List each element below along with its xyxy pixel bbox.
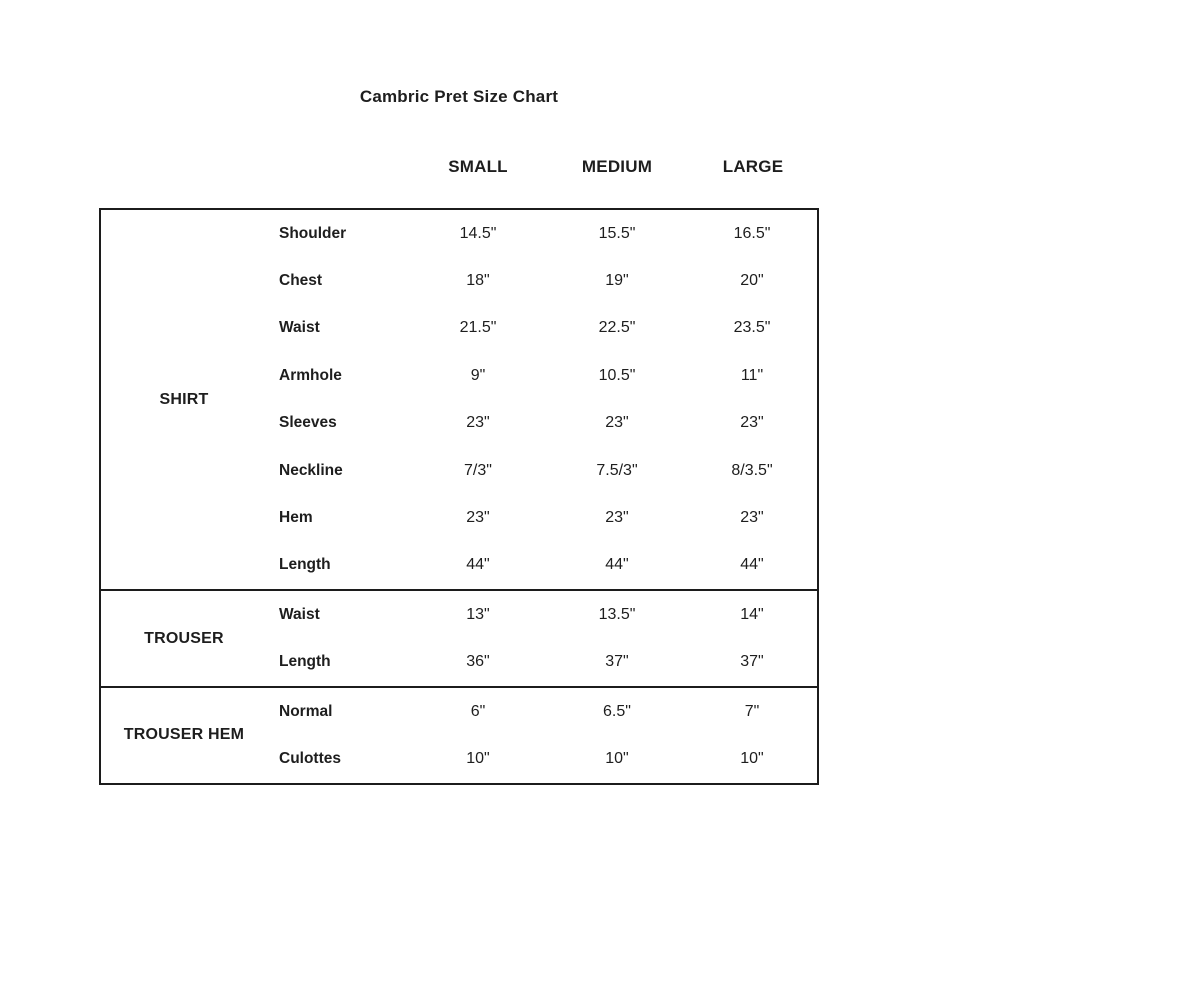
size-value-medium: 15.5" (598, 224, 636, 242)
size-table (99, 208, 819, 785)
chart-title: Cambric Pret Size Chart (359, 87, 559, 106)
size-value-large: 23.5" (733, 319, 771, 337)
size-value-medium: 10.5" (598, 366, 636, 384)
measurement-label-waist: Waist (279, 319, 320, 337)
size-value-small: 21.5" (459, 319, 497, 337)
size-value-small: 6" (470, 702, 486, 720)
section-name-trouser-hem: TROUSER HEM (123, 726, 245, 744)
size-value-small: 23" (466, 509, 490, 527)
size-value-large: 8/3.5" (731, 461, 773, 479)
size-value-medium: 22.5" (598, 319, 636, 337)
size-value-medium: 10" (605, 749, 629, 767)
measurement-label-waist: Waist (279, 605, 320, 623)
section-name-shirt: SHIRT (159, 390, 209, 408)
measurement-label-armhole: Armhole (279, 366, 342, 384)
size-value-small: 10" (466, 749, 490, 767)
size-value-small: 44" (466, 556, 490, 574)
size-value-small: 23" (466, 414, 490, 432)
size-value-small: 13" (466, 605, 490, 623)
size-value-large: 37" (740, 653, 764, 671)
size-value-large: 11" (740, 366, 764, 384)
measurement-label-neckline: Neckline (279, 461, 343, 479)
size-value-medium: 37" (605, 653, 629, 671)
size-value-large: 44" (740, 556, 764, 574)
measurement-label-shoulder: Shoulder (279, 224, 347, 242)
measurement-label-sleeves: Sleeves (279, 414, 337, 432)
size-value-medium: 13.5" (598, 605, 636, 623)
size-value-large: 16.5" (733, 224, 771, 242)
measurement-label-hem: Hem (279, 509, 313, 527)
size-value-medium: 19" (605, 272, 629, 290)
table-section-trouser (101, 589, 817, 686)
size-value-small: 36" (466, 653, 490, 671)
size-value-large: 10" (740, 749, 764, 767)
spacer-section-column (99, 155, 267, 179)
size-value-medium: 7.5/3" (596, 461, 638, 479)
column-header-large: LARGE (722, 157, 784, 176)
measurement-label-culottes: Culottes (279, 749, 341, 767)
size-value-medium: 23" (605, 509, 629, 527)
size-value-large: 20" (740, 272, 764, 290)
size-value-large: 7" (744, 702, 760, 720)
measurement-label-chest: Chest (279, 272, 323, 290)
section-name-trouser: TROUSER (144, 629, 224, 647)
table-section-trouser-hem (101, 686, 817, 783)
spacer-label-column (267, 155, 409, 179)
measurement-label-normal: Normal (279, 702, 333, 720)
size-value-medium: 44" (605, 556, 629, 574)
size-value-large: 14" (740, 605, 764, 623)
measurement-label-length: Length (279, 653, 331, 671)
size-value-small: 9" (470, 366, 486, 384)
size-value-small: 7/3" (464, 461, 492, 479)
size-chart-document (99, 86, 819, 785)
table-section-shirt (101, 210, 817, 589)
column-header-medium: MEDIUM (581, 157, 653, 176)
size-header-row (99, 155, 819, 179)
column-header-small: SMALL (448, 157, 508, 176)
size-value-large: 23" (740, 414, 764, 432)
size-value-medium: 23" (605, 414, 629, 432)
size-value-large: 23" (740, 509, 764, 527)
size-value-small: 18" (466, 272, 490, 290)
size-value-small: 14.5" (459, 224, 497, 242)
size-value-medium: 6.5" (603, 702, 631, 720)
measurement-label-length: Length (279, 556, 331, 574)
